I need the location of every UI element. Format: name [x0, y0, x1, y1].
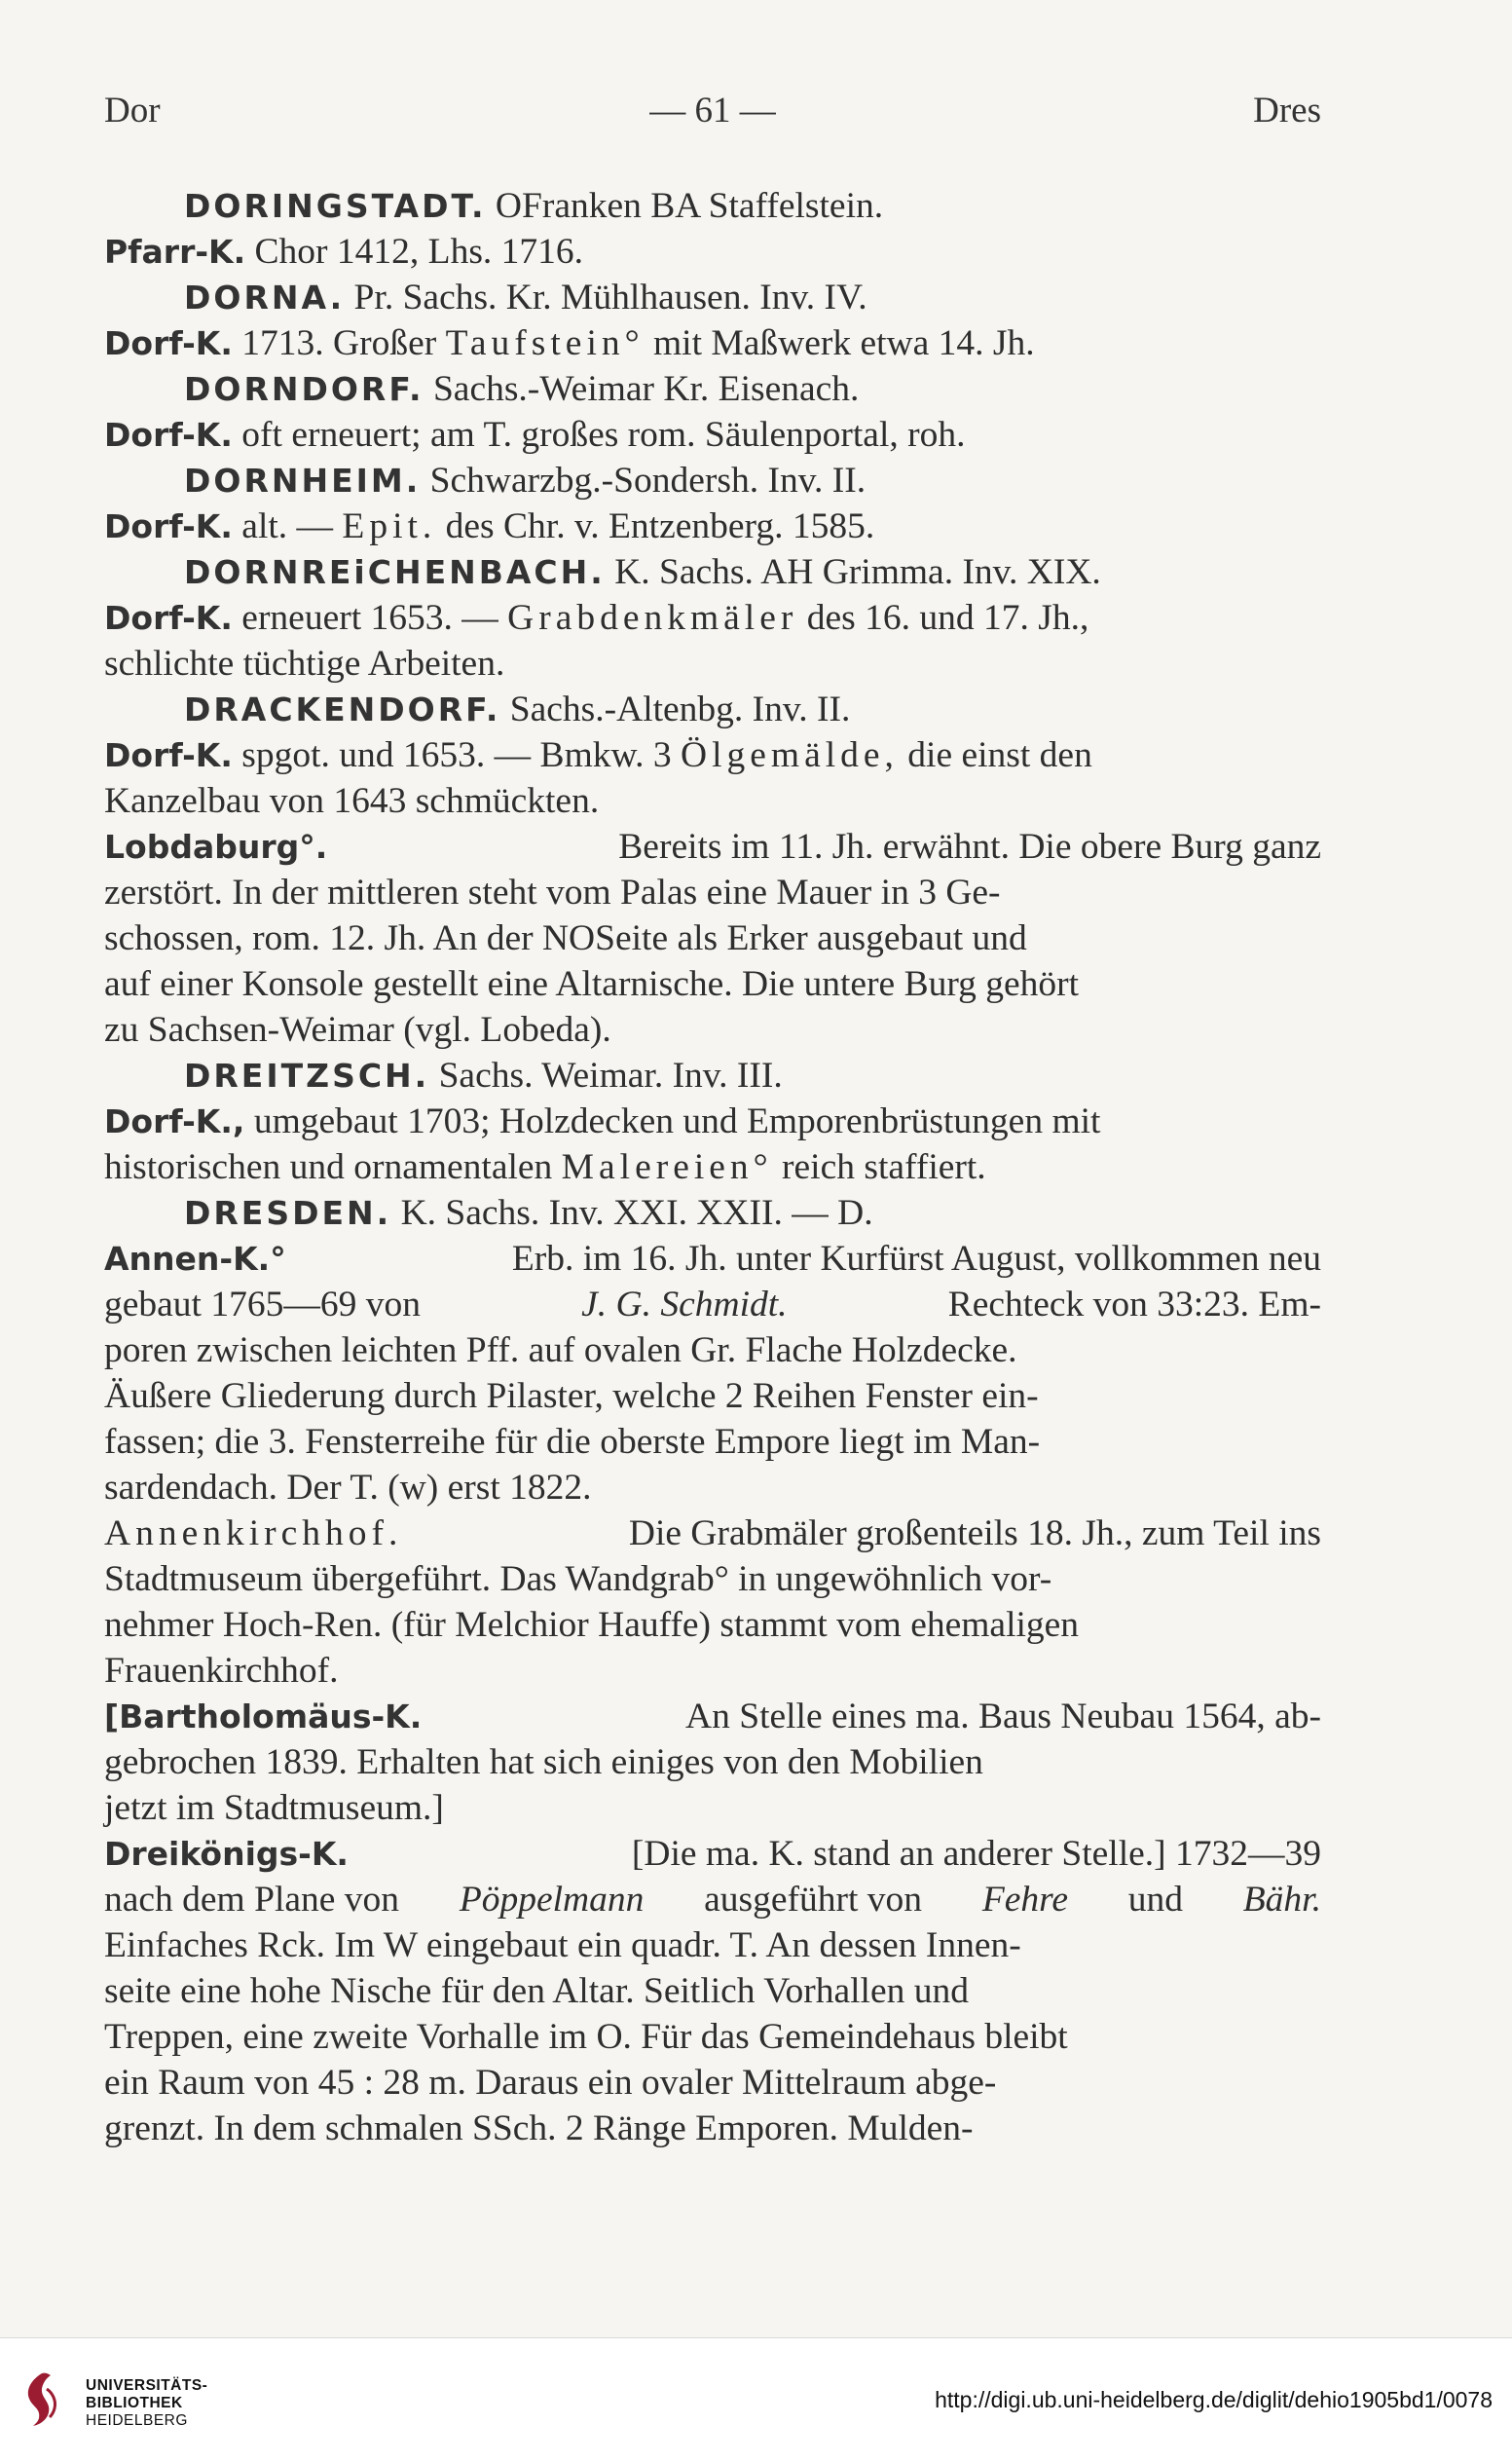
entry-text-annen-l5: fassen; die 3. Fensterreihe für die oberste Empore liegt im Man- [104, 1422, 1041, 1462]
source-url-link[interactable]: http://digi.ub.uni-heidelberg.de/diglit/dehio1905bd1/0078 [935, 2387, 1493, 2412]
entry-text-bartholomaeus-l2: gebrochen 1839. Erhalten hat sich einiges von den Mobilien [104, 1742, 983, 1782]
entry-text-dornheim-dorf: Dorf-K. alt. — Epit. des Chr. v. Entzenberg. 1585. [104, 506, 875, 546]
running-head-left: Dor [104, 91, 161, 131]
running-head [104, 90, 1321, 138]
entry-text-lobdaburg-l5: zu Sachsen-Weimar (vgl. Lobeda). [104, 1010, 611, 1050]
entry-text-dreikoenigs-l3: Einfaches Rck. Im W eingebaut ein quadr. T. An dessen Innen- [104, 1925, 1021, 1965]
entry-text-annen-l2: gebaut 1765—69 von J. G. Schmidt. Rechteck von 33:23. Em- [104, 1285, 1321, 1324]
entry-text-dreikoenigs: Dreikönigs-K. [Die ma. K. stand an anderer Stelle.] 1732—39 [104, 1834, 1321, 1874]
entry-text-dreikoenigs-l5: Treppen, eine zweite Vorhalle im O. Für das Gemeindehaus bleibt [104, 2017, 1068, 2057]
entry-text-doringstadt-pfarr: Pfarr-K. Chor 1412, Lhs. 1716. [104, 232, 584, 272]
entry-heading-drackendorf: DRACKENDORF. Sachs.-Altenbg. Inv. II. [184, 690, 851, 729]
entry-text-dreitzsch-cont: historischen und ornamentalen Malereien° reich staffiert. [104, 1147, 986, 1187]
entry-text-annen-l3: poren zwischen leichten Pff. auf ovalen Gr. Flache Holzdecke. [104, 1330, 1017, 1370]
entry-text-annenkirchhof: Annenkirchhof. Die Grabmäler großenteils 18. Jh., zum Teil ins [104, 1513, 1321, 1553]
university-library-logo-icon [18, 2369, 66, 2428]
entry-text-annen: Annen-K.° Erb. im 16. Jh. unter Kurfürst August, vollkommen neu [104, 1239, 1321, 1279]
running-head-right: Dres [1253, 91, 1321, 131]
entry-text-bartholomaeus: [Bartholomäus-K. An Stelle eines ma. Baus Neubau 1564, ab- [104, 1697, 1321, 1736]
entry-text-dreitzsch-dorf: Dorf-K., umgebaut 1703; Holzdecken und Emporenbrüstungen mit [104, 1101, 1101, 1141]
entry-text-dreikoenigs-l7: grenzt. In dem schmalen SSch. 2 Ränge Emporen. Mulden- [104, 2108, 974, 2148]
entry-text-drackendorf-dorf: Dorf-K. spgot. und 1653. — Bmkw. 3 Ölgemälde, die einst den [104, 735, 1092, 775]
entry-heading-dreitzsch: DREITZSCH. Sachs. Weimar. Inv. III. [184, 1056, 783, 1096]
entry-text-dreikoenigs-l2: nach dem Plane von Pöppelmann ausgeführt von Fehre und Bähr. [104, 1880, 1321, 1920]
entry-heading-doringstadt: DORINGSTADT. OFranken BA Staffelstein. [184, 186, 884, 226]
entry-text-lobdaburg-l4: auf einer Konsole gestellt eine Altarnische. Die untere Burg gehört [104, 964, 1080, 1004]
entry-heading-dresden: DRESDEN. K. Sachs. Inv. XXI. XXII. — D. [184, 1193, 873, 1233]
entry-text-dornreichenbach-dorf: Dorf-K. erneuert 1653. — Grabdenkmäler des 16. und 17. Jh., [104, 598, 1089, 638]
page-body [104, 183, 1321, 2151]
entry-text-drackendorf-cont: Kanzelbau von 1643 schmückten. [104, 781, 600, 821]
entry-text-lobdaburg-l2: zerstört. In der mittleren steht vom Palas eine Mauer in 3 Ge- [104, 873, 1001, 913]
entry-text-annenkirchhof-l2: Stadtmuseum übergeführt. Das Wandgrab° in ungewöhnlich vor- [104, 1559, 1052, 1599]
entry-heading-dornheim: DORNHEIM. Schwarzbg.-Sondersh. Inv. II. [184, 461, 867, 501]
entry-text-annen-l4: Äußere Gliederung durch Pilaster, welche 2 Reihen Fenster ein- [104, 1376, 1039, 1416]
entry-text-dreikoenigs-l4: seite eine hohe Nische für den Altar. Seitlich Vorhallen und [104, 1971, 969, 2011]
entry-text-annenkirchhof-l3: nehmer Hoch-Ren. (für Melchior Hauffe) stammt vom ehemaligen [104, 1605, 1080, 1645]
entry-text-dorndorf-dorf: Dorf-K. oft erneuert; am T. großes rom. Säulenportal, roh. [104, 415, 966, 455]
entry-text-annen-l6: sardendach. Der T. (w) erst 1822. [104, 1468, 592, 1508]
entry-text-dornreichenbach-cont: schlichte tüchtige Arbeiten. [104, 644, 505, 684]
library-footer [0, 2337, 1512, 2462]
entry-heading-dornreichenbach: DORNREiCHENBACH. K. Sachs. AH Grimma. Inv. XIX. [184, 552, 1101, 592]
page-number: — 61 — [649, 91, 776, 131]
library-name: UNIVERSITÄTS- BIBLIOTHEK HEIDELBERG [86, 2377, 208, 2429]
entry-text-lobdaburg-l3: schossen, rom. 12. Jh. An der NOSeite als Erker ausgebaut und [104, 918, 1027, 958]
entry-text-dreikoenigs-l6: ein Raum von 45 : 28 m. Daraus ein ovaler Mittelraum abge- [104, 2063, 997, 2103]
entry-text-lobdaburg: Lobdaburg°. Bereits im 11. Jh. erwähnt. Die obere Burg ganz [104, 827, 1321, 867]
entry-heading-dorna: DORNA. Pr. Sachs. Kr. Mühlhausen. Inv. IV. [184, 278, 867, 317]
entry-text-annenkirchhof-l4: Frauenkirchhof. [104, 1651, 339, 1691]
entry-heading-dorndorf: DORNDORF. Sachs.-Weimar Kr. Eisenach. [184, 369, 860, 409]
entry-text-bartholomaeus-l3: jetzt im Stadtmuseum.] [104, 1788, 444, 1828]
entry-text-dorna-dorf: Dorf-K. 1713. Großer Taufstein° mit Maßwerk etwa 14. Jh. [104, 323, 1035, 363]
